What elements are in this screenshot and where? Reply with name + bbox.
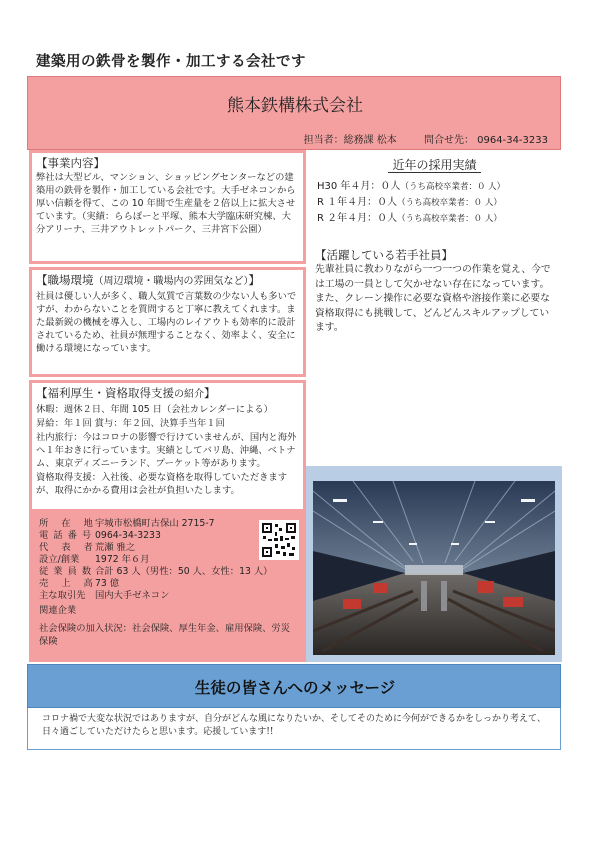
environment-text: 社員は優しい人が多く、職人気質で言葉数の少ない人も多いですが、わからないことを質問すると丁寧に教えてくれます。また最新鋭の機械を導入し、工場内のレイアウトも効率的に設計されているため、社員が無理することなく、効率よく、安全に働ける環境になっています。 — [36, 291, 297, 354]
company-header — [27, 76, 561, 150]
page-headline: 建築用の鉄骨を製作・加工する会社です — [36, 54, 306, 70]
welfare-line: 休暇：週休２日、年間 105 日（会社カレンダーによる） — [36, 404, 273, 415]
contact-phone: 問合せ先： 0964-34-3233 — [423, 135, 548, 146]
young-staff-title: 【活躍している若手社員】 — [315, 248, 453, 262]
welfare-line: 社内旅行：今はコロナの影響で行けていませんが、国内と海外へ１年おきに行っています。実績としてバリ島、沖縄、ベトナム、東京ディズニーランド、プーケット等があります。 — [36, 432, 297, 469]
profile-row: 売 上 高73 億 — [39, 578, 120, 589]
business-section — [29, 150, 306, 264]
hiring-row: H30 年４月：０人（うち高校卒業者：０ 人） — [317, 181, 506, 192]
environment-section — [29, 267, 306, 377]
business-text: 弊社は大型ビル、マンション、ショッピングセンターなどの建築用の鉄骨を製作・加工している会社です。大手ゼネコンから厚い信頼を得て、この 10 年間で生産量を２倍以上に拡大させています。（実績：ららぽーと平塚、熊本大学臨床研究棟、大分アリーナ、三井アウトレットパーク、三井宮下公園） — [36, 172, 296, 235]
welfare-line: 資格取得支援：入社後、必要な資格を取得していただきますが、取得にかかる費用は会社が負担いたします。 — [36, 472, 288, 496]
qr-code[interactable] — [259, 520, 299, 560]
message-title: 生徒の皆さんへのメッセージ — [194, 679, 396, 697]
message-text: コロナ禍で大変な状況ではありますが、自分がどんな風になりたいか、そしてそのために今何ができるかをしっかり考えて、日々過ごしていただけたらと思います。応援しています!! — [27, 708, 561, 750]
message-header — [27, 664, 561, 708]
contact-info — [28, 131, 548, 146]
company-name: 熊本鉄構株式会社 — [227, 96, 363, 116]
hiring-title: 近年の採用実績 — [315, 156, 554, 173]
profile-row: 主な取引先 国内大手ゼネコン — [39, 590, 170, 601]
insurance-info: 社会保険の加入状況：社会保険、厚生年金、雇用保険、労災保険 — [39, 623, 291, 647]
profile-row: 従業員数合計 63 人（男性：50 人、女性：13 人） — [39, 566, 273, 577]
business-title: 【事業内容】 — [36, 156, 105, 170]
hiring-section — [309, 152, 560, 242]
young-staff-section — [309, 244, 560, 366]
profile-row: 代 表 者荒瀬 雅之 — [39, 542, 136, 553]
profile-row: 設立/創業 1972 年６月 — [39, 554, 150, 565]
profile-row: 所 在 地宇城市松橋町古保山 2715-7 — [39, 518, 215, 529]
factory-photo — [313, 481, 555, 655]
profile-row: 関連企業 — [39, 605, 77, 616]
hiring-row: R ２年４月：０人（うち高校卒業者：０ 人） — [317, 213, 502, 224]
young-staff-text: 先輩社員に教わりながら一つ一つの作業を覚え、今では工場の一員として欠かせない存在になっています。また、クレーン操作に必要な資格や溶接作業に必要な資格取得にも挑戦して、どんどんスキルアップしています。 — [315, 264, 551, 333]
environment-title: 【職場環境（周辺環境・職場内の雰囲気など）】 — [36, 273, 260, 287]
welfare-line: 昇給：年１回 賞与：年２回、決算手当年１回 — [36, 418, 225, 429]
profile-row: 電話番号0964-34-3233 — [39, 530, 161, 541]
welfare-title: 【福利厚生・資格取得支援の紹介】 — [36, 386, 216, 400]
welfare-section — [29, 380, 306, 512]
hiring-row: R １年４月：０人（うち高校卒業者：０ 人） — [317, 197, 502, 208]
contact-person: 担当者：総務課 松本 — [303, 135, 397, 146]
